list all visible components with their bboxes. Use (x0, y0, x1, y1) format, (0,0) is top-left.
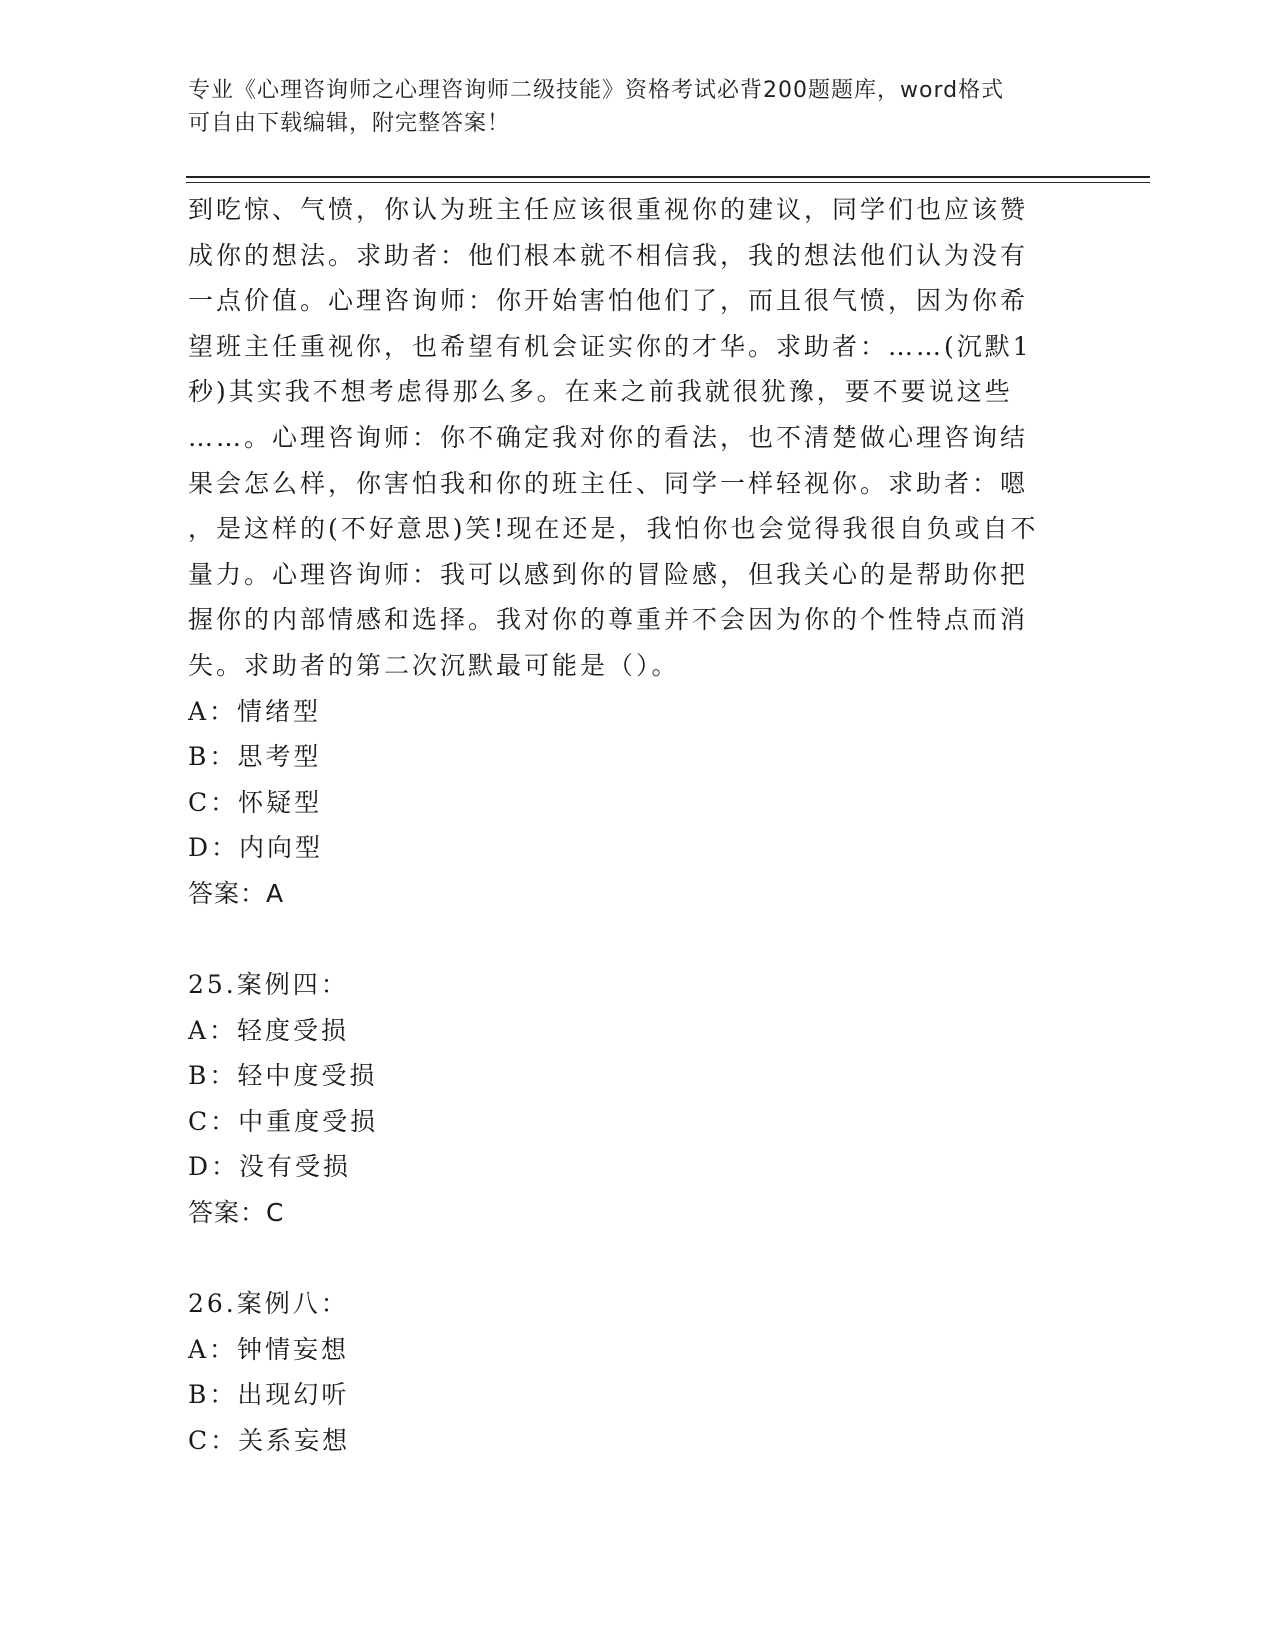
answer-line: 答案：C (188, 1198, 285, 1228)
option-c: C：关系妄想 (188, 1426, 351, 1456)
option-b: B：轻中度受损 (188, 1061, 378, 1091)
option-c: C：怀疑型 (188, 787, 323, 817)
document-body (188, 187, 1088, 1464)
header-title-line-1: 专业《心理咨询师之心理咨询师二级技能》资格考试必背200题题库，word格式 (188, 78, 1005, 103)
passage-line: 果会怎么样，你害怕我和你的班主任、同学一样轻视你。求助者：嗯 (188, 468, 1029, 498)
document-header (188, 74, 1088, 140)
option-a: A：情绪型 (188, 696, 322, 726)
header-divider-thin (186, 182, 1150, 183)
passage-line: ……。心理咨询师：你不确定我对你的看法，也不清楚做心理咨询结 (188, 422, 1029, 452)
spacer (188, 917, 1088, 963)
option-a: A：钟情妄想 (188, 1334, 350, 1364)
option-d: D：内向型 (188, 833, 324, 863)
header-title-line-2: 可自由下载编辑，附完整答案！ (188, 111, 511, 136)
passage-line: 握你的内部情感和选择。我对你的尊重并不会因为你的个性特点而消 (188, 605, 1029, 635)
passage-line: ，是这样的(不好意思)笑!现在还是，我怕你也会觉得我很自负或自不 (188, 514, 1039, 544)
option-a: A：轻度受损 (188, 1015, 350, 1045)
option-b: B：出现幻听 (188, 1380, 350, 1410)
question-title: 26.案例八： (188, 1289, 349, 1319)
passage-line: 望班主任重视你，也希望有机会证实你的才华。求助者：……(沉默1 (188, 331, 1032, 361)
passage-line: 失。求助者的第二次沉默最可能是（）。 (188, 650, 680, 680)
passage-line: 一点价值。心理咨询师：你开始害怕他们了，而且很气愤，因为你希 (188, 286, 1029, 316)
answer-line: 答案：A (188, 878, 285, 908)
question-26 (188, 1281, 1088, 1463)
option-b: B：思考型 (188, 742, 322, 772)
spacer (188, 1236, 1088, 1282)
header-divider-thick (186, 176, 1150, 178)
option-d: D：没有受损 (188, 1152, 352, 1182)
question-passage (188, 187, 1088, 917)
question-title: 25.案例四： (188, 970, 349, 1000)
passage-line: 到吃惊、气愤，你认为班主任应该很重视你的建议，同学们也应该赞 (188, 195, 1029, 224)
passage-line: 量力。心理咨询师：我可以感到你的冒险感，但我关心的是帮助你把 (188, 559, 1029, 589)
question-25 (188, 962, 1088, 1236)
option-c: C：中重度受损 (188, 1106, 379, 1136)
passage-line: 秒)其实我不想考虑得那么多。在来之前我就很犹豫，要不要说这些 (188, 377, 1013, 407)
passage-line: 成你的想法。求助者：他们根本就不相信我，我的想法他们认为没有 (188, 240, 1029, 270)
